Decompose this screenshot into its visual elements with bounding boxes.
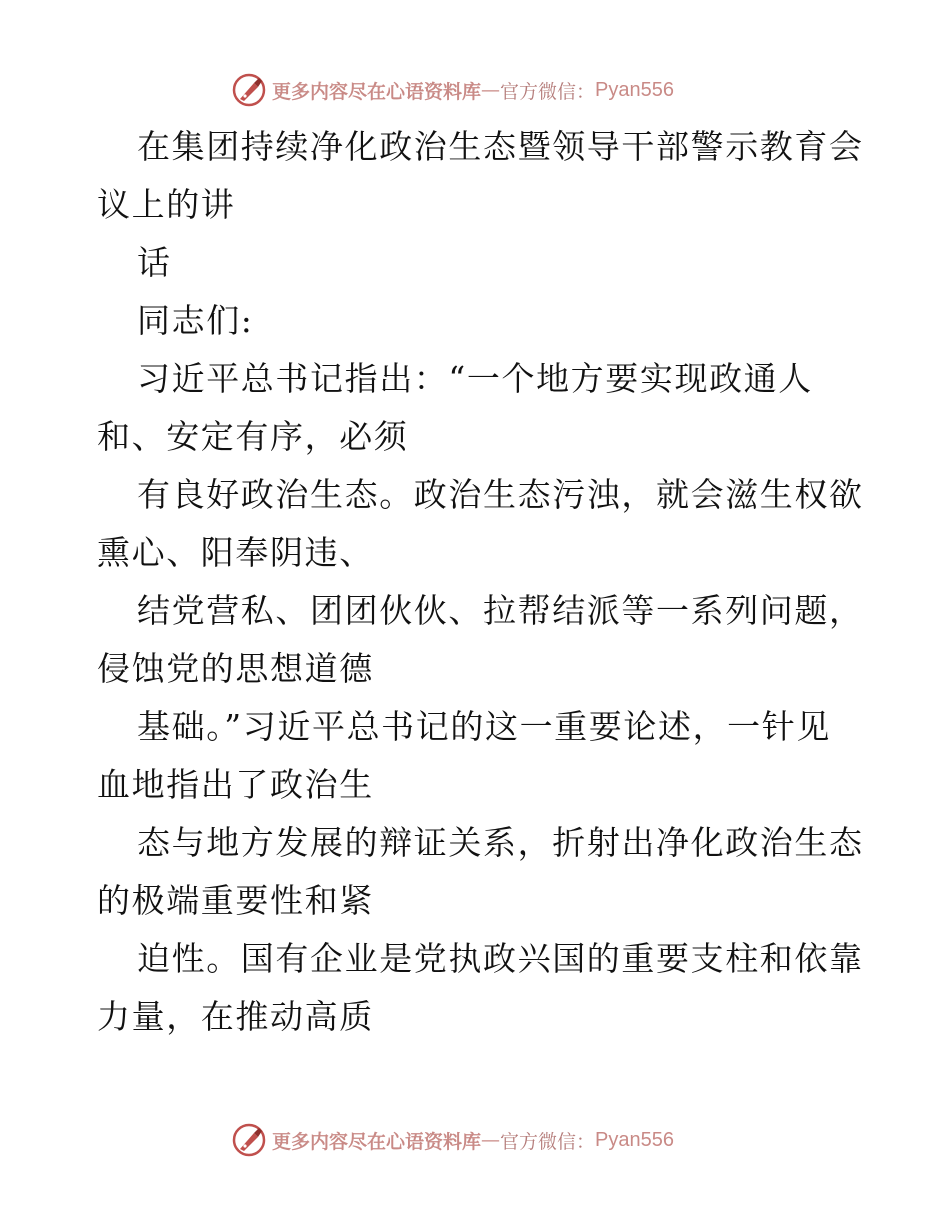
paragraph-line: 和、安定有序，必须 [97,417,409,456]
pen-nib-logo-icon [232,1123,266,1157]
footer-watermark [232,1120,674,1160]
header-watermark [232,70,674,110]
salutation: 同志们: [137,301,254,340]
paragraph-line: 态与地方发展的辩证关系，折射出净化政治生态 [137,823,864,862]
title-line-1: 在集团持续净化政治生态暨领导干部警示教育会 [137,127,864,166]
watermark-wechat-label: 官方微信： [500,80,596,103]
paragraph-line: 习近平总书记指出：“一个地方要实现政通人 [137,359,813,398]
watermark-text: 更多内容尽在心语资料库 [272,1130,482,1153]
title-line-3: 话 [137,243,172,282]
watermark-wechat-label: 官方微信： [500,1130,596,1153]
paragraph-line: 结党营私、团团伙伙、拉帮结派等一系列问题， [137,591,864,630]
title-line-2: 议上的讲 [97,185,236,224]
pen-nib-logo-icon [232,73,266,107]
paragraph-line: 侵蚀党的思想道德 [97,649,374,688]
paragraph-line: 有良好政治生态。政治生态污浊，就会滋生权欲 [137,475,864,514]
watermark-text: 更多内容尽在心语资料库 [272,80,482,103]
watermark-dash: — [481,79,501,101]
paragraph-line: 的极端重要性和紧 [97,881,374,920]
paragraph-line: 迫性。国有企业是党执政兴国的重要支柱和依靠 [137,939,864,978]
paragraph-line: 力量，在推动高质 [97,997,374,1036]
paragraph-line: 熏心、阳奉阴违、 [97,533,374,572]
watermark-wechat-id: Pyan556 [595,1128,674,1151]
paragraph-line: 血地指出了政治生 [97,765,374,804]
paragraph-line: 基础。”习近平总书记的这一重要论述，一针见 [137,707,831,746]
watermark-dash: — [481,1129,501,1151]
watermark-wechat-id: Pyan556 [595,78,674,101]
